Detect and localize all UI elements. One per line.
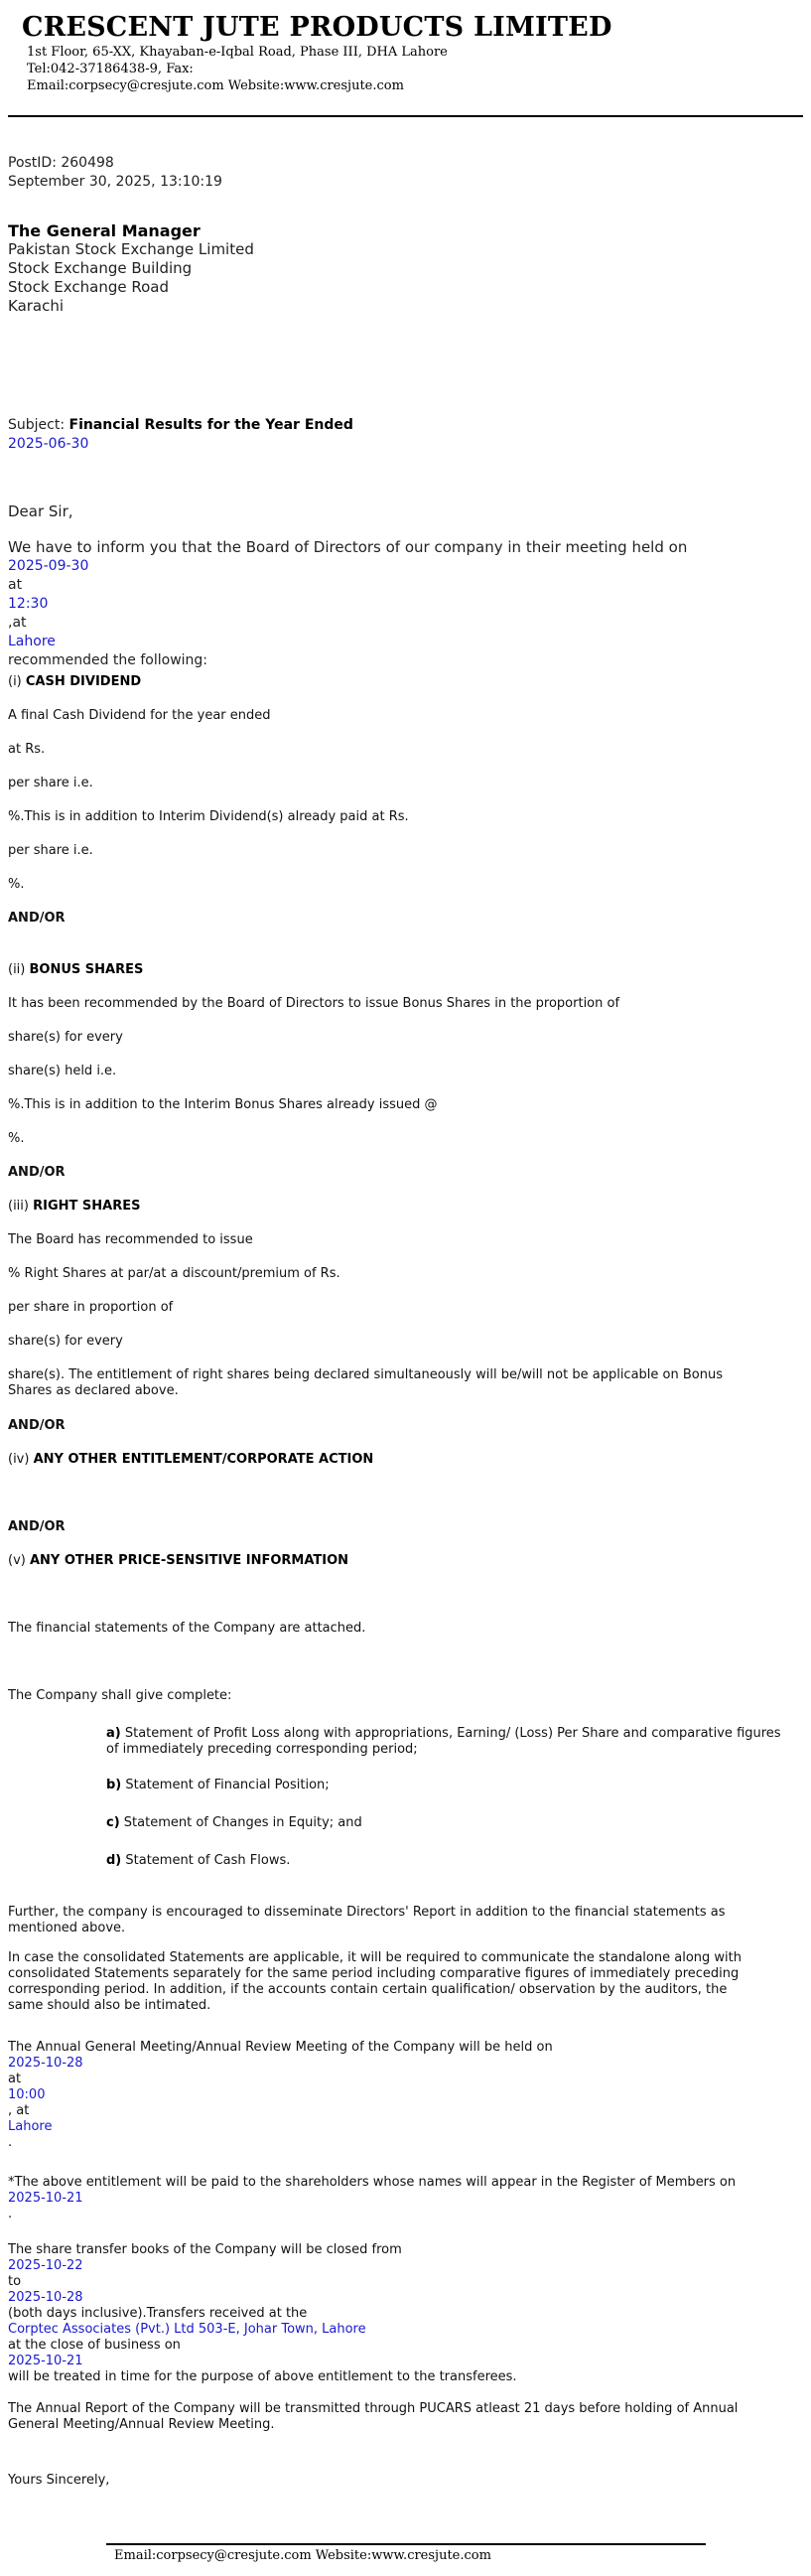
post-id: PostID: 260498 <box>8 155 114 171</box>
right-line: % Right Shares at par/at a discount/premium of Rs. <box>8 1266 340 1281</box>
registrar-address: Corptec Associates (Pvt.) Ltd 503-E, Johar Town, Lahore <box>8 2322 366 2337</box>
section-title: BONUS SHARES <box>29 962 144 977</box>
directors-report-note: Further, the company is encouraged to disseminate Directors' Report in addition to the financial statements as mentioned above. <box>8 1905 726 1935</box>
addressee-title: The General Manager <box>8 221 201 240</box>
close-business-text: at the close of business on <box>8 2338 181 2353</box>
right-line: per share in proportion of <box>8 1300 174 1315</box>
agm-place: Lahore <box>8 2119 53 2134</box>
post-datetime: September 30, 2025, 13:10:19 <box>8 174 222 190</box>
entitlement-date: 2025-10-21 <box>8 2191 83 2206</box>
at-label: at <box>8 577 23 593</box>
item-label: a) <box>106 1726 121 1741</box>
right-line: The Board has recommended to issue <box>8 1232 253 1247</box>
section-number: (iii) <box>8 1199 34 1214</box>
meeting-time: 12:30 <box>8 596 49 612</box>
entitlement-text: *The above entitlement will be paid to the shareholders whose names will appear in the Register of Members on <box>8 2175 737 2190</box>
subject-date: 2025-06-30 <box>8 436 89 452</box>
item-text: Statement of Cash Flows. <box>121 1853 291 1868</box>
addressee <box>8 221 792 316</box>
company-tel-fax: Tel:042-37186438-9, Fax: <box>27 62 194 76</box>
cash-line: %.This is in addition to Interim Dividend(s) already paid at Rs. <box>8 809 409 824</box>
bonus-line: share(s) held i.e. <box>8 1064 117 1078</box>
at-label: ,at <box>8 615 27 631</box>
bonus-line: %. <box>8 1131 25 1146</box>
statement-item-b <box>106 1778 781 1793</box>
footer-email-web: Email:corpsecy@cresjute.com Website:www.cresjute.com <box>114 2548 491 2563</box>
meeting-place: Lahore <box>8 634 56 649</box>
book-closure-info <box>8 2242 762 2385</box>
agm-at: at <box>8 2072 22 2086</box>
section-number: (iv) <box>8 1452 34 1467</box>
subject-text: Financial Results for the Year Ended <box>68 417 353 433</box>
company-shall-give: The Company shall give complete: <box>8 1688 232 1703</box>
books-to-date: 2025-10-28 <box>8 2290 83 2305</box>
cash-line: per share i.e. <box>8 843 93 858</box>
item-label: b) <box>106 1778 122 1792</box>
andor-label: AND/OR <box>8 1165 66 1180</box>
closing: Yours Sincerely, <box>8 2473 110 2488</box>
bonus-line: It has been recommended by the Board of Directors to issue Bonus Shares in the proportion of <box>8 996 620 1011</box>
price-sensitive-heading <box>8 1553 762 1569</box>
addressee-line: Stock Exchange Building <box>8 259 193 277</box>
agm-date: 2025-10-28 <box>8 2056 83 2071</box>
other-entitlement-heading <box>8 1452 762 1468</box>
agm-end: . <box>8 2135 13 2150</box>
andor-label: AND/OR <box>8 1519 66 1534</box>
section-number: (v) <box>8 1553 30 1568</box>
treated-text: will be treated in time for the purpose of above entitlement to the transferees. <box>8 2369 517 2384</box>
cash-line: per share i.e. <box>8 776 93 790</box>
company-email-web: Email:corpsecy@cresjute.com Website:www.cresjute.com <box>27 78 404 93</box>
entitlement-info <box>8 2175 762 2222</box>
consolidated-note: In case the consolidated Statements are applicable, it will be required to communicate the standalone along with consolidated Statements separately for the same period including comparative figures of immediately preceding corresponding period. In addition, if the accounts contain certain qualification/ observation by the auditors, the same should also be intimated. <box>8 1950 742 2013</box>
intro-text: We have to inform you that the Board of Directors of our company in their meeting held on <box>8 538 688 556</box>
andor-label: AND/OR <box>8 911 66 926</box>
recommended-text: recommended the following: <box>8 652 208 668</box>
header-divider <box>8 115 803 117</box>
company-address: 1st Floor, 65-XX, Khayaban-e-Iqbal Road, Phase III, DHA Lahore <box>27 45 448 60</box>
right-shares-heading <box>8 1199 762 1215</box>
footer-divider <box>106 2543 706 2545</box>
entitlement-end: . <box>8 2207 13 2221</box>
cash-line: at Rs. <box>8 742 46 757</box>
post-info <box>8 154 792 192</box>
books-from-date: 2025-10-22 <box>8 2258 83 2273</box>
addressee-line: Karachi <box>8 297 65 315</box>
andor-label: AND/OR <box>8 1418 66 1433</box>
right-line: share(s) for every <box>8 1334 123 1349</box>
meeting-intro <box>8 538 792 670</box>
company-name: CRESCENT JUTE PRODUCTS LIMITED <box>22 12 612 43</box>
statement-item-a <box>106 1726 781 1758</box>
section-title: RIGHT SHARES <box>33 1199 141 1214</box>
item-text: Statement of Profit Loss along with appropriations, Earning/ (Loss) Per Share and comparative figures of immediately preceding corresponding period; <box>106 1726 781 1757</box>
agm-info <box>8 2040 762 2151</box>
financial-statements-attached: The financial statements of the Company are attached. <box>8 1621 366 1636</box>
agm-intro: The Annual General Meeting/Annual Review Meeting of the Company will be held on <box>8 2040 553 2055</box>
section-title: CASH DIVIDEND <box>25 674 142 689</box>
agm-time: 10:00 <box>8 2087 46 2102</box>
addressee-line: Stock Exchange Road <box>8 278 169 296</box>
bonus-shares-heading <box>8 962 762 978</box>
item-label: d) <box>106 1853 122 1868</box>
subject <box>8 416 792 454</box>
transfers-text: (both days inclusive).Transfers received at the <box>8 2306 308 2321</box>
close-business-date: 2025-10-21 <box>8 2354 83 2368</box>
section-title: ANY OTHER PRICE-SENSITIVE INFORMATION <box>29 1553 349 1568</box>
bonus-line: %.This is in addition to the Interim Bonus Shares already issued @ <box>8 1097 438 1112</box>
right-line: share(s). The entitlement of right shares being declared simultaneously will be/will not be applicable on Bonus Shares as declared above. <box>8 1367 723 1398</box>
letterhead <box>0 0 811 117</box>
section-title: ANY OTHER ENTITLEMENT/CORPORATE ACTION <box>33 1452 374 1467</box>
cash-line: %. <box>8 877 25 892</box>
item-label: c) <box>106 1815 120 1830</box>
cash-dividend-heading <box>8 674 762 690</box>
addressee-line: Pakistan Stock Exchange Limited <box>8 240 254 258</box>
bonus-line: share(s) for every <box>8 1030 123 1045</box>
subject-label: Subject: <box>8 417 69 433</box>
books-to-label: to <box>8 2274 22 2289</box>
section-number: (ii) <box>8 962 30 977</box>
annual-report-note: The Annual Report of the Company will be transmitted through PUCARS atleast 21 days before holding of Annual General Meeting/Annual Review Meeting. <box>8 2401 739 2432</box>
agm-at: , at <box>8 2103 30 2118</box>
statement-item-c <box>106 1815 781 1831</box>
salutation: Dear Sir, <box>8 502 73 520</box>
statement-item-d <box>106 1853 781 1869</box>
item-text: Statement of Financial Position; <box>121 1778 330 1792</box>
meeting-date: 2025-09-30 <box>8 558 89 574</box>
books-closed-text: The share transfer books of the Company will be closed from <box>8 2242 402 2257</box>
cash-line: A final Cash Dividend for the year ended <box>8 708 271 723</box>
item-text: Statement of Changes in Equity; and <box>119 1815 362 1830</box>
section-number: (i) <box>8 674 26 689</box>
